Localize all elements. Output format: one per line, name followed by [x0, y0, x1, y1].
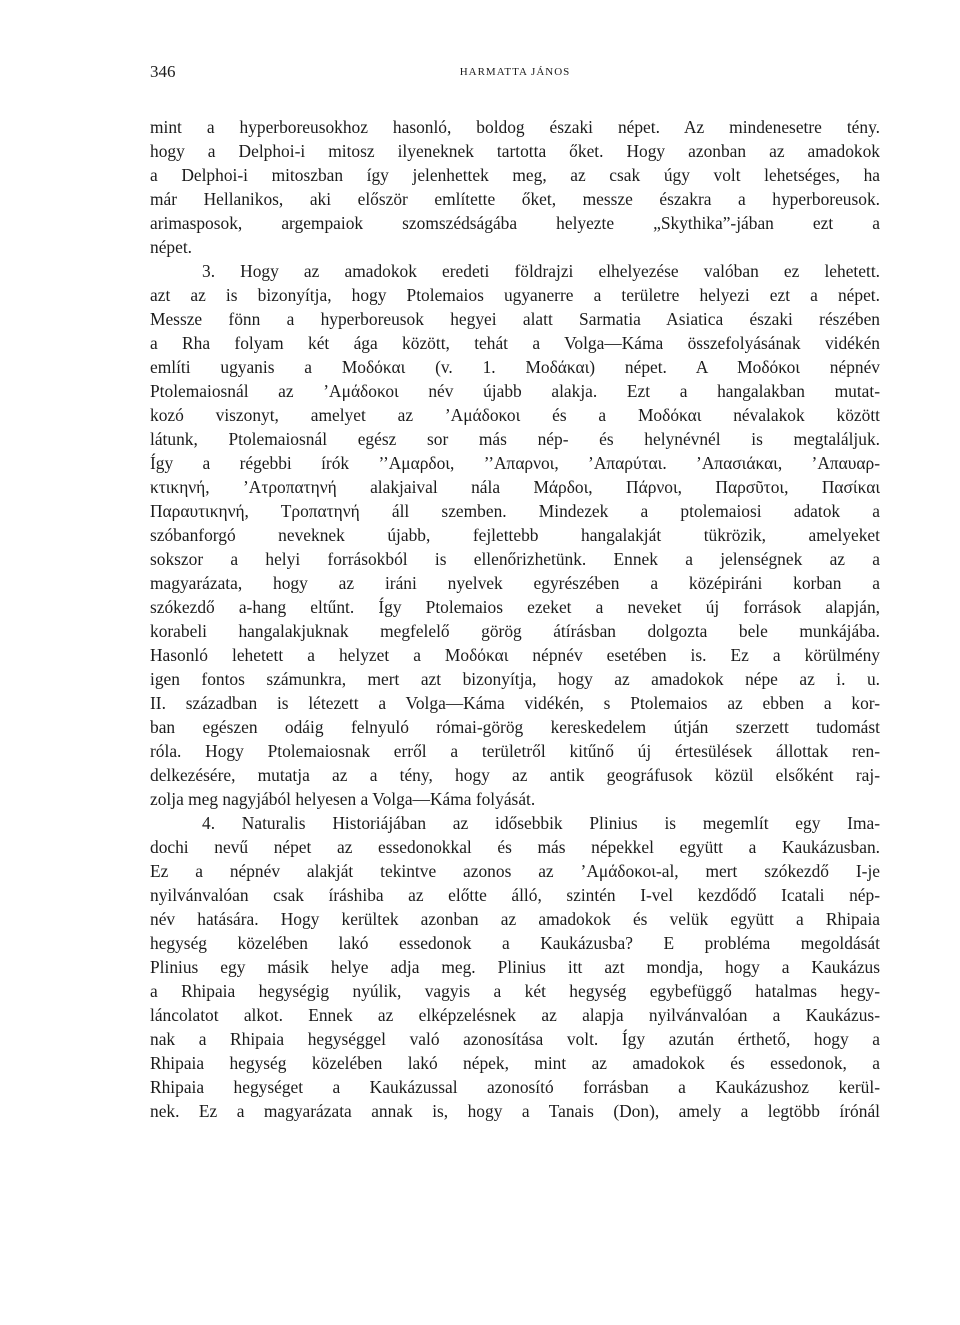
- text-line: azt az is bizonyítja, hogy Ptolemaios ugyanerre a területre helyezi ezt a népet.: [150, 285, 880, 305]
- text-line: hogy a Delphoi-i mitosz ilyeneknek tartotta őket. Hogy azonban az amadokok: [150, 141, 880, 161]
- text-body: [150, 115, 880, 1123]
- text-line: a Rha folyam két ága között, tehát a Volga—Káma összefolyásának vidékén: [150, 333, 880, 353]
- text-line: II. században is létezett a Volga—Káma vidékén, s Ptolemaios az ebben a kor-: [150, 693, 880, 713]
- text-line: korabeli hangalakjuknak megfelelő görög átírásban dolgozta bele munkájába.: [150, 621, 880, 641]
- text-line: szókezdő a-hang eltűnt. Így Ptolemaios ezeket a neveket új források alapján,: [150, 597, 880, 617]
- text-line: már Hellanikos, aki először említette őket, messze északra a hyperboreusok.: [150, 189, 880, 209]
- text-line: ban egészen odáig felnyuló római-görög kereskedelem útján szerzett tudomást: [150, 717, 880, 737]
- text-line: látunk, Ptolemaiosnál egész sor más nép- és helynévnél is megtaláljuk.: [150, 429, 880, 449]
- text-line: Παραυτικηνή, Τροπατηνή áll szemben. Mindezek a ptolemaiosi adatok a: [150, 501, 880, 521]
- text-line: nyilvánvalóan csak íráshiba az előtte álló, szintén I-vel kezdődő Icatali nép-: [150, 885, 880, 905]
- text-line: Így a régebbi írók ’’Αμαρδοι, ’’Απαρνοι, ’Απαρύται. ’Απασιάκαι, ’Απαυαρ-: [150, 453, 880, 473]
- text-line: a Delphoi-i mitoszban így jelenhettek meg, az csak úgy volt lehetséges, ha: [150, 165, 880, 185]
- text-line: delkezésére, mutatja az a tény, hogy az antik geográfusok közül elsőként raj-: [150, 765, 880, 785]
- text-line: Rhipaia hegység közelében lakó népek, mint az amadokok és essedonok, a: [150, 1053, 880, 1073]
- text-line: róla. Hogy Ptolemaiosnak erről a területről kitűnő új értesülések állottak ren-: [150, 741, 880, 761]
- page-number: 346: [150, 62, 176, 81]
- running-head: HARMATTA JÁNOS: [459, 66, 571, 78]
- text-line: szóbanforgó neveknek újabb, fejlettebb hangalakját tükrözik, amelyeket: [150, 525, 880, 545]
- text-line: arimasposok, argempaiok szomszédságába helyezte „Skythika”-jában ezt a: [150, 213, 880, 233]
- text-line: a Rhipaia hegységig nyúlik, vagyis a két hegység egybefüggő hatalmas hegy-: [150, 981, 880, 1001]
- text-line: Hasonló lehetett a helyzet a Μοδόκαι népnév esetében is. Ez a körülmény: [150, 645, 880, 665]
- text-line: Ez a népnév alakját tekintve azonos az ’Αμάδοκοι-al, mert szókezdő I-je: [150, 861, 880, 881]
- text-line: láncolatot alkot. Ennek az elképzelésnek az alapja nyilvánvalóan a Kaukázus-: [150, 1005, 880, 1025]
- text-line: Plinius egy másik helye adja meg. Plinius itt azt mondja, hogy a Kaukázus: [150, 957, 880, 977]
- text-line: 4. Naturalis Historiájában az idősebbik Plinius is megemlít egy Ima-: [202, 813, 880, 833]
- text-line: mint a hyperboreusokhoz hasonló, boldog északi népet. Az mindenesetre tény.: [150, 117, 880, 137]
- text-line: dochi nevű népet az essedonokkal és más népekkel együtt a Kaukázusban.: [150, 837, 880, 857]
- text-line: népet.: [150, 237, 193, 257]
- text-line: nek. Ez a magyarázata annak is, hogy a Tanais (Don), amely a legtöbb írónál: [150, 1101, 880, 1121]
- text-line: 3. Hogy az amadokok eredeti földrajzi elhelyezése valóban ez lehetett.: [202, 261, 880, 281]
- text-line: igen fontos számunkra, mert azt bizonyítja, hogy az amadokok népe az i. u.: [150, 669, 880, 689]
- text-line: zolja meg nagyjából helyesen a Volga—Káma folyását.: [150, 789, 536, 809]
- text-line: kozó viszonyt, amelyet az ’Αμάδοκοι és a Μοδόκαι névalakok között: [150, 405, 880, 425]
- text-line: sokszor a helyi forrásokból is ellenőrizhetünk. Ennek a jelenségnek az a: [150, 549, 880, 569]
- text-line: nak a Rhipaia hegységgel való azonosítása volt. Így azután érthető, hogy a: [150, 1029, 880, 1049]
- text-line: Messze fönn a hyperboreusok hegyei alatt Sarmatia Asiatica északi részében: [150, 309, 880, 329]
- text-line: említi ugyanis a Μοδόκαι (v. 1. Μοδάκαι) népet. A Μοδόκοι népnév: [150, 357, 880, 377]
- text-line: Ptolemaiosnál az ’Αμάδοκοι név újabb alakja. Ezt a hangalakban mutat-: [150, 381, 880, 401]
- text-line: Rhipaia hegységet a Kaukázussal azonosító forrásban a Kaukázushoz kerül-: [150, 1077, 880, 1097]
- text-line: hegység közelében lakó essedonok a Kaukázusba? E probléma megoldását: [150, 933, 880, 953]
- text-line: név hatására. Hogy kerültek azonban az amadokok és velük együtt a Rhipaia: [150, 909, 880, 929]
- page-header: [150, 62, 880, 84]
- text-line: magyarázata, hogy az iráni nyelvek egyrészében a középiráni korban a: [150, 573, 880, 593]
- text-line: κτικηνή, ’Ατροπατηνή alakjaival nála Μάρδοι, Πάρνοι, Παρσῦτοι, Πασίκαι: [150, 477, 880, 497]
